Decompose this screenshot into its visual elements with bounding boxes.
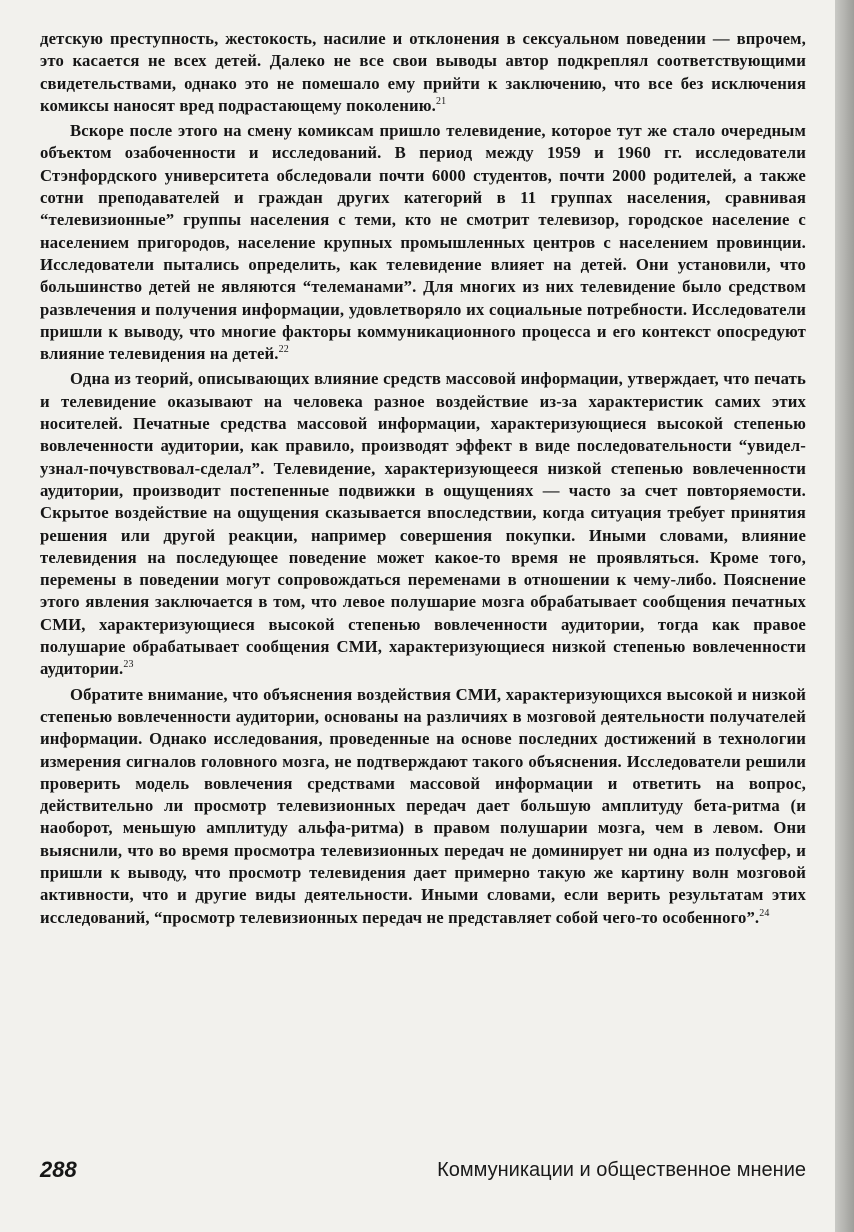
paragraph-1-text: детскую преступность, жестокость, насилие и отклонения в сексуальном поведении — впрочем, это касается не всех детей. Далеко не все свои выводы автор подкреплял соответствующими свидетельствами, однако это не помешало ему прийти к заключению, что все без исключения комиксы наносят вред подрастающему поколению. (40, 29, 806, 115)
paragraph-4-text: Обратите внимание, что объяснения воздействия СМИ, характеризующихся высокой и низкой степенью вовлеченности аудитории, основаны на различиях в мозговой деятельности получателей информации. Однако исследования, проведенные на основе последних достижений в технологии измерения сигналов головного мозга, не подтверждают такого объяснения. Исследователи решили проверить модель вовлечения средствами массовой информации и ответить на вопрос, действительно ли просмотр телевизионных передач дает большую амплитуду бета-ритма (и наоборот, меньшую амплитуду альфа-ритма) в правом полушарии мозга, чем в левом. Они выяснили, что во время просмотра телевизионных передач не доминирует ни одна из полусфер, и пришли к выводу, что просмотр телевидения дает примерно такую же картину волн мозговой активности, что и другие виды деятельности. Иными словами, если верить результатам этих исследований, “просмотр телевизионных передач не представляет собой чего-то особенного”. (40, 684, 806, 927)
footnote-ref-22: 22 (278, 344, 289, 356)
running-title: Коммуникации и общественное мнение (437, 1159, 806, 1181)
body-text (40, 28, 806, 932)
footnote-ref-23: 23 (123, 659, 134, 671)
footnote-ref-21: 21 (436, 95, 447, 107)
paragraph-2-text: Вскоре после этого на смену комиксам пришло телевидение, которое тут же стало очередным объектом озабоченности и исследований. В период между 1959 и 1960 гг. исследователи Стэнфордского университета обследовали почти 6000 студентов, почти 2000 родителей, а также сотни преподавателей и граждан других категорий в 11 группах населения, сравнивая “телевизионные” группы населения с теми, кто не смотрит телевизор, городское население с населением пригородов, население крупных промышленных центров с населением провинции. Исследователи пытались определить, как телевидение влияет на детей. Они установили, что большинство детей не являются “телеманами”. Для многих из них телевидение было средством развлечения и получения информации, удовлетворяло их социальные потребности. Исследователи пришли к выводу, что многие факторы коммуникационного процесса и его контекст опосредуют влияние телевидения на детей. (40, 121, 806, 364)
paragraph-2 (40, 120, 806, 365)
page-number: 288 (40, 1157, 77, 1182)
page-footer (40, 1157, 806, 1187)
footnote-ref-24: 24 (759, 907, 770, 919)
paragraph-1 (40, 28, 806, 117)
paragraph-4 (40, 684, 806, 929)
paragraph-3-text: Одна из теорий, описывающих влияние средств массовой информации, утверждает, что печать и телевидение оказывают на человека разное воздействие из-за характеристик самих этих носителей. Печатные средства массовой информации, характеризующиеся высокой степенью вовлеченности аудитории, как правило, производят эффект в виде последовательности “увидел-узнал-почувствовал-сделал”. Телевидение, характеризующееся низкой степенью вовлеченности аудитории, производит постепенные подвижки в ощущениях — часто за счет повторяемости. Скрытое воздействие на ощущения сказывается впоследствии, когда ситуация требует принятия решения или другой реакции, например совершения покупки. Иными словами, влияние телевидения на последующее поведение может какое-то время не проявляться. Кроме того, перемены в поведении могут сопровождаться переменами в отношении к чему-либо. Пояснение этого явления заключается в том, что левое полушарие мозга обрабатывает сообщения печатных СМИ, характеризующиеся высокой степенью вовлеченности аудитории, тогда как правое полушарие обрабатывает сообщения СМИ, характеризующиеся низкой степенью вовлеченности аудитории. (40, 369, 806, 679)
page-edge-shadow (835, 0, 854, 1232)
paragraph-3 (40, 368, 806, 680)
